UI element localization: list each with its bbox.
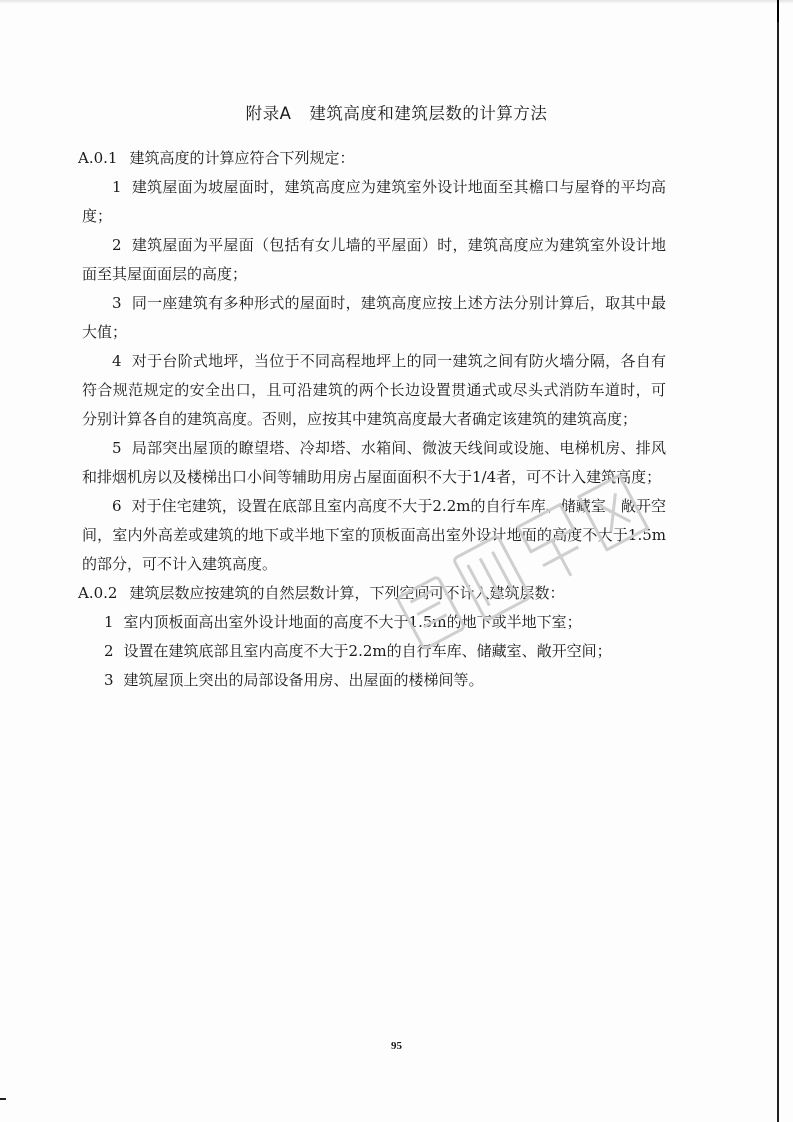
item-text: 建筑屋面为坡屋面时，建筑高度应为建筑室外设计地面至其檐口与屋脊的平均高度；: [82, 178, 666, 225]
appendix-title: [0, 100, 793, 124]
list-item: [82, 492, 666, 579]
item-text: 建筑屋顶上突出的局部设备用房、出屋面的楼梯间等。: [123, 671, 484, 689]
document-body: [78, 144, 666, 695]
clause-text: 建筑层数应按建筑的自然层数计算，下列空间可不计入建筑层数：: [129, 584, 565, 602]
item-number: 3: [112, 294, 122, 312]
item-number: 1: [112, 178, 122, 196]
clause-a02: [78, 579, 666, 608]
page-number: 95: [391, 1040, 402, 1052]
item-text: 室内顶板面高出室外设计地面的高度不大于1.5m的地下或半地下室；: [123, 613, 582, 631]
appendix-title-text: 建筑高度和建筑层数的计算方法: [309, 104, 548, 123]
clause-text: 建筑高度的计算应符合下列规定：: [129, 149, 355, 167]
scan-edge-top: [0, 0, 793, 4]
scan-edge-right: [777, 0, 779, 1122]
item-text: 对于台阶式地坪，当位于不同高程地坪上的同一建筑之间有防火墙分隔，各自有符合规范规定的安全出口，且可沿建筑的两个长边设置贯通式或尽头式消防车道时，可分别计算各自的建筑高度。否则，应按其中建筑高度最大者确定该建筑的建筑高度；: [82, 352, 666, 428]
clause-number: A.0.2: [78, 584, 118, 602]
item-text: 设置在建筑底部且室内高度不大于2.2m的自行车库、储藏室、敞开空间；: [123, 642, 612, 660]
item-number: 2: [112, 236, 122, 254]
scan-mark-bottom-left: [0, 1098, 6, 1100]
list-item: [82, 231, 666, 289]
item-number: 2: [104, 642, 114, 660]
item-text: 同一座建筑有多种形式的屋面时，建筑高度应按上述方法分别计算后，取其中最大值；: [82, 294, 666, 341]
scan-edge-right-top: [777, 0, 779, 22]
list-item: [82, 666, 666, 695]
list-item: [82, 608, 666, 637]
item-text: 建筑屋面为平屋面（包括有女儿墙的平屋面）时，建筑高度应为建筑室外设计地面至其屋面面层的高度；: [82, 236, 666, 283]
clause-a01: [78, 144, 666, 173]
item-number: 5: [112, 439, 122, 457]
item-number: 3: [104, 671, 114, 689]
item-number: 1: [104, 613, 114, 631]
list-item: [82, 173, 666, 231]
item-text: 对于住宅建筑，设置在底部且室内高度不大于2.2m的自行车库、储藏室、敞开空间，室内外高差或建筑的地下或半地下室的顶板面高出室外设计地面的高度不大于1.5m的部分，可不计入建筑高度。: [82, 497, 666, 573]
item-number: 6: [112, 497, 122, 515]
list-item: [82, 347, 666, 434]
list-item: [82, 434, 666, 492]
appendix-label: 附录A: [245, 104, 292, 123]
list-item: [82, 637, 666, 666]
clause-number: A.0.1: [78, 149, 118, 167]
list-item: [82, 289, 666, 347]
item-number: 4: [112, 352, 122, 370]
item-text: 局部突出屋顶的瞭望塔、冷却塔、水箱间、微波天线间或设施、电梯机房、排风和排烟机房以及楼梯出口小间等辅助用房占屋面面积不大于1/4者，可不计入建筑高度；: [82, 439, 666, 486]
